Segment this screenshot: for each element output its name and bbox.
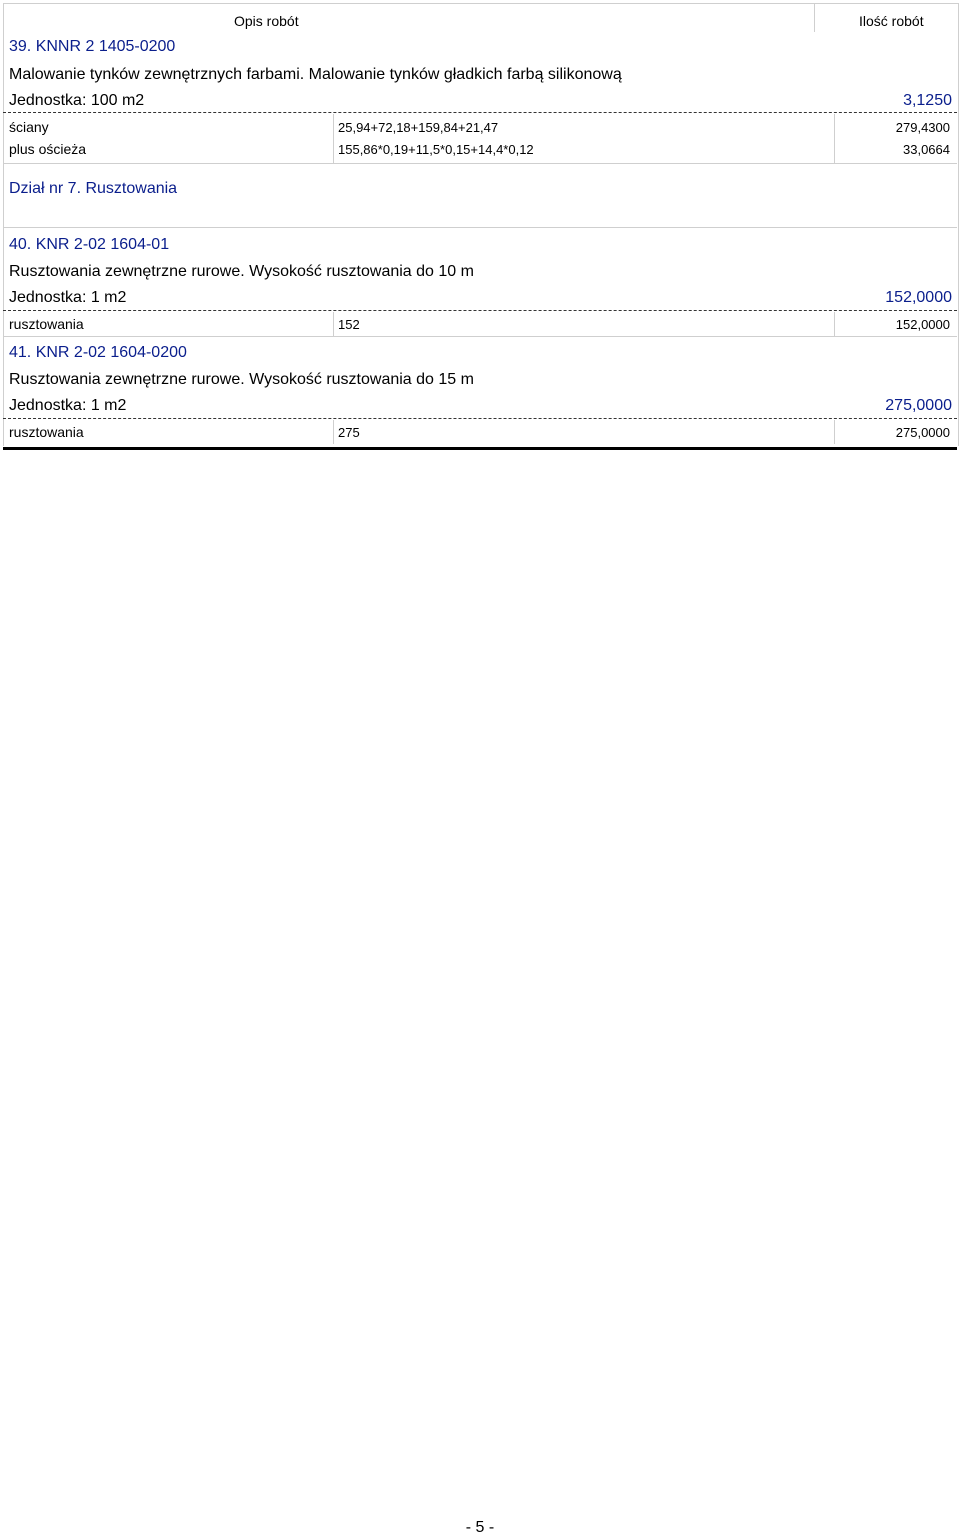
item-40-row-1-label: rusztowania	[9, 316, 84, 332]
item-41-row-1-value: 275,0000	[895, 425, 950, 440]
item-41-row-1-formula: 275	[338, 425, 360, 440]
item-41-description: Rusztowania zewnętrzne rurowe. Wysokość rusztowania do 15 m	[9, 371, 474, 388]
table-header	[3, 3, 959, 32]
header-quantity: Ilość robót	[859, 13, 924, 29]
item-40-row-1-value: 152,0000	[895, 317, 950, 332]
item-41-unit: Jednostka: 1 m2	[9, 397, 127, 414]
section-divider	[3, 227, 957, 228]
item-40-unit: Jednostka: 1 m2	[9, 289, 127, 306]
item-40-description: Rusztowania zewnętrzne rurowe. Wysokość rusztowania do 10 m	[9, 263, 474, 280]
column-divider	[834, 312, 835, 336]
item-41-number: 41. KNR 2-02 1604-0200	[9, 344, 187, 361]
column-divider	[834, 420, 835, 444]
item-39-unit: Jednostka: 100 m2	[9, 92, 145, 109]
item-40-number: 40. KNR 2-02 1604-01	[9, 236, 170, 253]
item-39-number: 39. KNNR 2 1405-0200	[9, 38, 176, 55]
column-divider	[333, 312, 334, 336]
item-39-description: Malowanie tynków zewnętrznych farbami. Malowanie tynków gładkich farbą silikonową	[9, 66, 622, 83]
item-39-row-2-label: plus ościeża	[9, 141, 87, 157]
page-number: - 5 -	[465, 1519, 495, 1536]
item-39-total: 3,1250	[903, 92, 952, 109]
dashed-separator	[3, 310, 957, 311]
column-divider	[834, 114, 835, 163]
dashed-separator	[3, 112, 957, 113]
header-divider	[814, 4, 815, 32]
header-description: Opis robót	[234, 13, 299, 29]
column-divider	[333, 114, 334, 163]
item-40-total: 152,0000	[885, 289, 952, 306]
item-39-row-1-formula: 25,94+72,18+159,84+21,47	[338, 120, 499, 135]
row-divider	[3, 163, 957, 164]
item-39-row-2-value: 33,0664	[903, 142, 950, 157]
item-39-row-2-formula: 155,86*0,19+11,5*0,15+14,4*0,12	[338, 142, 534, 157]
table-bottom-rule	[3, 447, 957, 450]
item-39-row-1-value: 279,4300	[895, 120, 950, 135]
column-divider	[333, 420, 334, 444]
row-divider	[3, 336, 957, 337]
item-41-row-1-label: rusztowania	[9, 424, 84, 440]
item-41-total: 275,0000	[885, 397, 952, 414]
dashed-separator	[3, 418, 957, 419]
item-40-row-1-formula: 152	[338, 317, 360, 332]
item-39-row-1-label: ściany	[9, 119, 49, 135]
section-title: Dział nr 7. Rusztowania	[9, 180, 178, 197]
